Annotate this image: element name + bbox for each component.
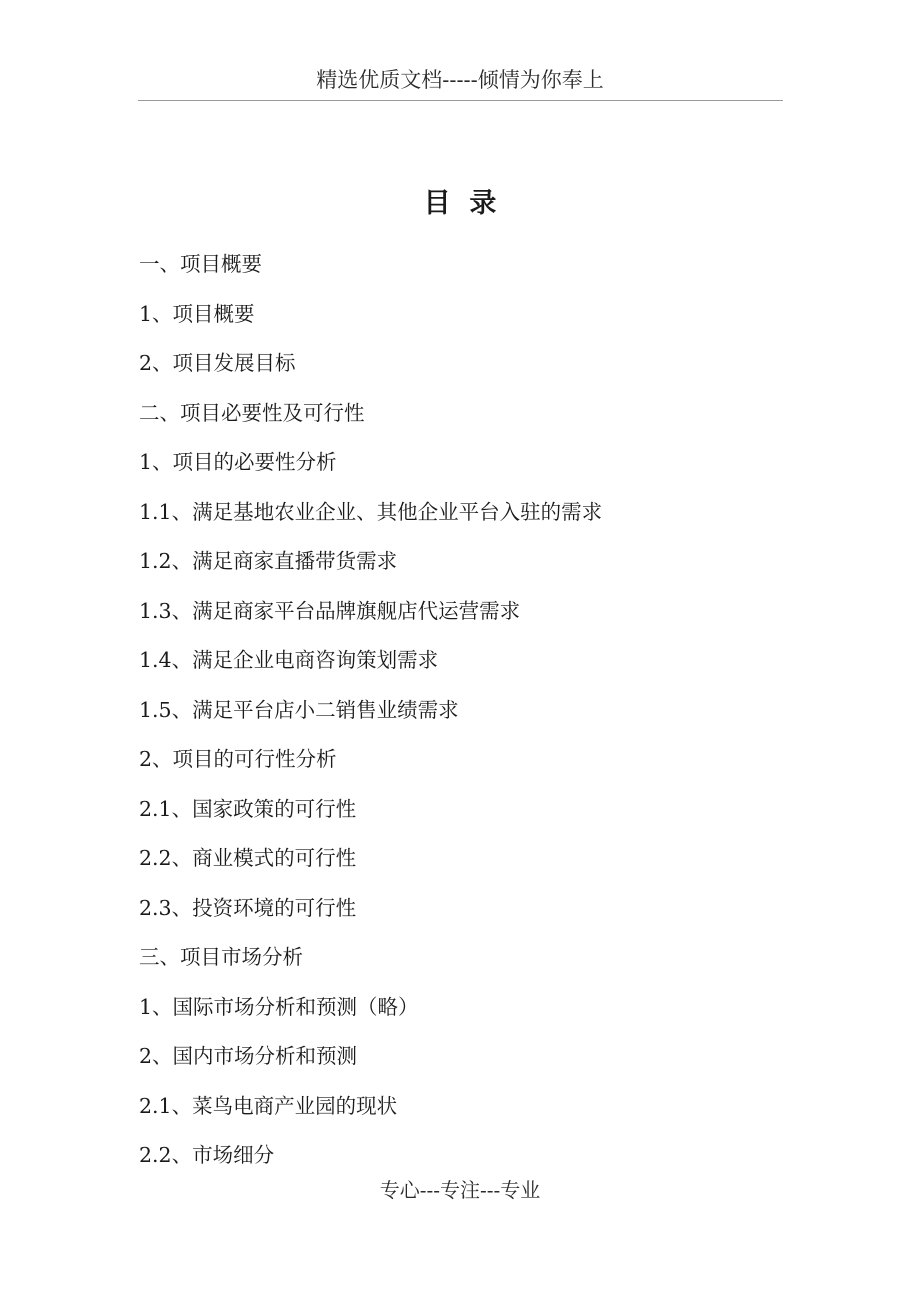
toc-item: 2、国内市场分析和预测 xyxy=(139,1044,358,1068)
toc-item: 1.5、满足平台店小二销售业绩需求 xyxy=(139,697,459,722)
toc-item: 一、项目概要 xyxy=(139,252,262,276)
page-footer-text: 专心---专注---专业 xyxy=(379,1178,541,1202)
toc-item: 2.3、投资环境的可行性 xyxy=(139,895,357,920)
toc-item: 二、项目必要性及可行性 xyxy=(139,400,365,425)
toc-item: 1、国际市场分析和预测（略） xyxy=(139,994,419,1019)
toc-item: 1.2、满足商家直播带货需求 xyxy=(139,549,398,573)
toc-item: 2、项目的可行性分析 xyxy=(139,747,337,771)
toc-title xyxy=(0,186,920,222)
toc-item: 三、项目市场分析 xyxy=(139,945,303,969)
toc-item: 1、项目概要 xyxy=(139,301,255,326)
toc-list xyxy=(139,249,602,1190)
page-header-text: 精选优质文档-----倾情为你奉上 xyxy=(316,68,604,92)
toc-item: 2、项目发展目标 xyxy=(139,351,296,375)
toc-item: 2.1、菜鸟电商产业园的现状 xyxy=(139,1093,398,1118)
toc-item: 2.1、国家政策的可行性 xyxy=(139,796,357,821)
toc-item: 2.2、商业模式的可行性 xyxy=(139,846,357,870)
toc-item: 1.1、满足基地农业企业、其他企业平台入驻的需求 xyxy=(139,499,603,524)
toc-item: 1、项目的必要性分析 xyxy=(139,450,337,474)
toc-title-text: 目 录 xyxy=(423,188,497,219)
toc-item: 1.3、满足商家平台品牌旗舰店代运营需求 xyxy=(139,598,521,623)
toc-item: 2.2、市场细分 xyxy=(139,1143,275,1167)
header-divider xyxy=(138,100,783,101)
toc-item: 1.4、满足企业电商咨询策划需求 xyxy=(139,648,439,672)
